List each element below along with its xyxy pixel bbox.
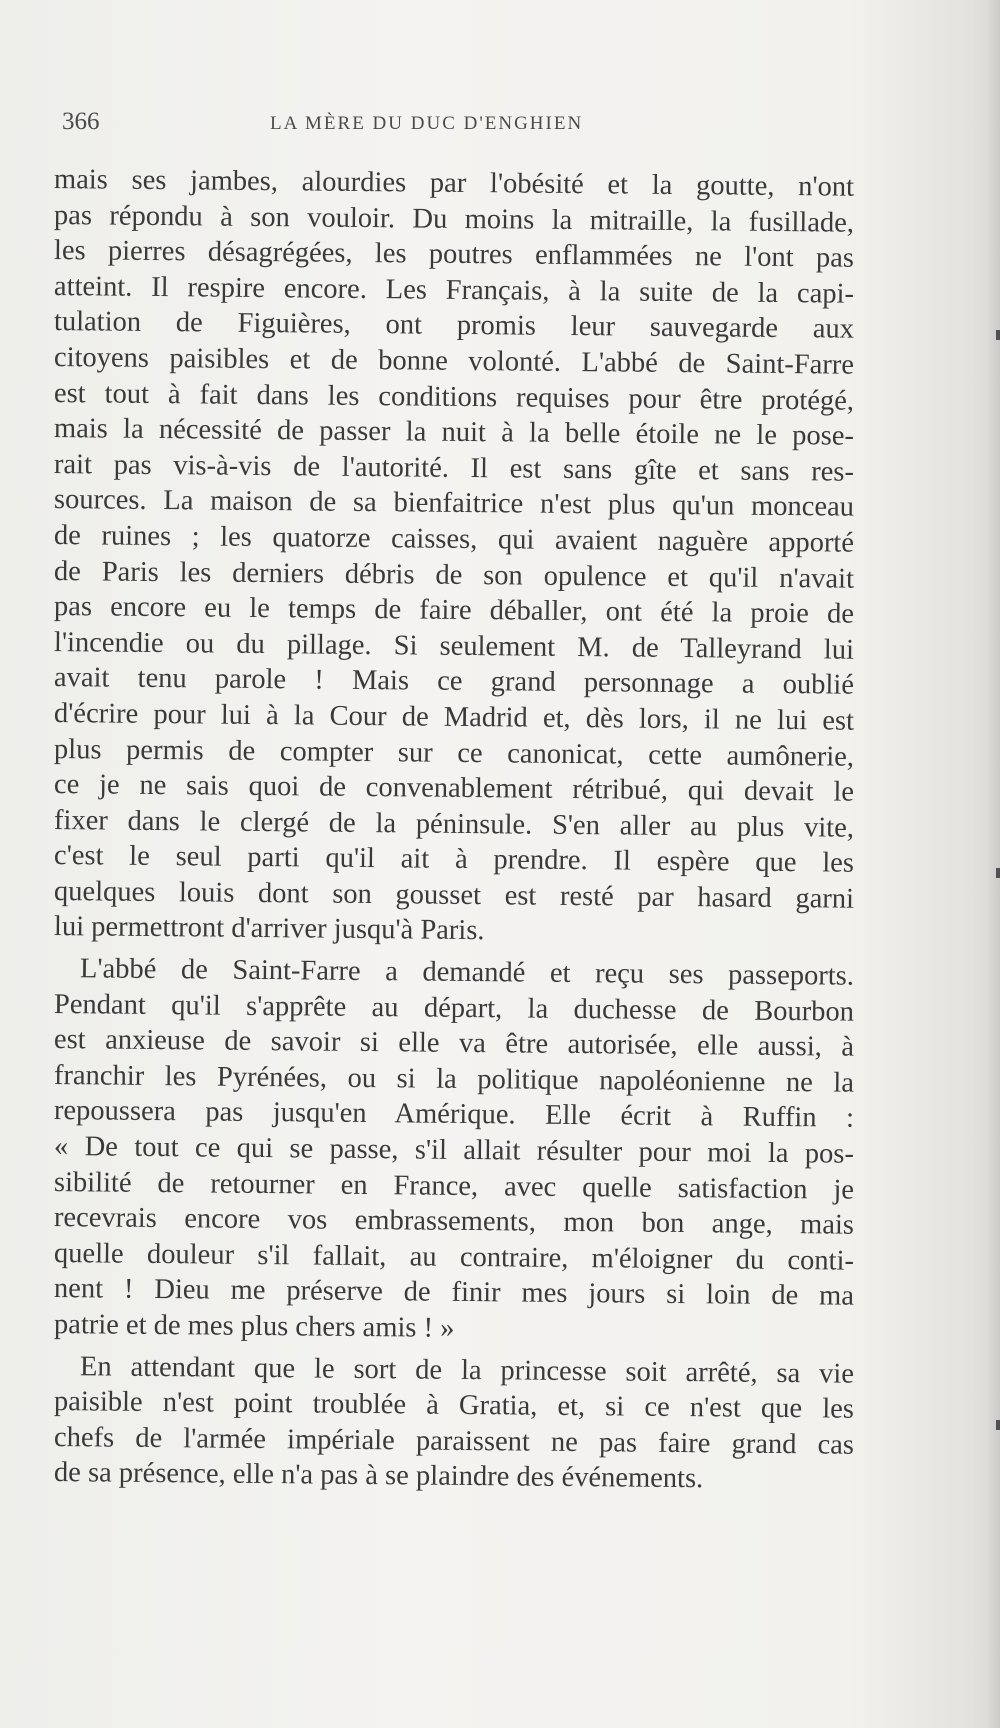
text-line: « De tout ce qui se passe, s'il allait résulter pour moi la pos- — [53, 1131, 855, 1170]
page-number: 366 — [62, 108, 100, 135]
text-line: l'incendie ou du pillage. Si seulement M. de Talleyrand lui — [53, 626, 855, 666]
text-line: franchir les Pyrénées, ou si la politique napoléonienne ne la — [53, 1059, 855, 1099]
text-line: de Paris les derniers débris de son opulence et qu'il n'avait — [53, 555, 855, 595]
page-edge-shadow — [986, 0, 1000, 1728]
text-line: mais la nécessité de passer la nuit à la belle étoile ne le pose- — [53, 413, 855, 452]
text-line: de ruines ; les quatorze caisses, qui avaient naguère apporté — [53, 519, 855, 559]
paragraph — [54, 162, 854, 945]
text-line: citoyens paisibles et de bonne volonté. L'abbé de Saint-Farre — [53, 341, 855, 381]
text-line: fixer dans le clergé de la péninsule. S'en aller au plus vite, — [53, 804, 855, 844]
paragraph — [54, 951, 854, 1343]
text-line: sibilité de retourner en France, avec quelle satisfaction je — [53, 1166, 855, 1206]
text-line: En attendant que le sort de la princesse soit arrêté, sa vie — [79, 1350, 855, 1390]
text-line: atteint. Il respire encore. Les Français, à la suite de la capi- — [53, 270, 855, 310]
running-title: LA MÈRE DU DUC D'ENGHIEN — [270, 113, 584, 134]
text-line: est anxieuse de savoir si elle va être autorisée, elle aussi, à — [53, 1024, 855, 1063]
text-line: de sa présence, elle n'a pas à se plaindre des événements. — [53, 1457, 704, 1495]
text-line: d'écrire pour lui à la Cour de Madrid et, dès lors, il ne lui est — [53, 697, 855, 737]
body-text — [53, 162, 855, 1495]
text-line: mais ses jambes, alourdies par l'obésité et la goutte, n'ont — [53, 164, 855, 203]
text-line: L'abbé de Saint-Farre a demandé et reçu ses passeports. — [79, 953, 855, 992]
text-line: tulation de Figuières, ont promis leur sauvegarde aux — [53, 306, 855, 346]
text-line: chefs de l'armée impériale paraissent ne pas faire grand cas — [53, 1421, 855, 1461]
text-line: quelques louis dont son gousset est resté par hasard garni — [53, 875, 855, 915]
text-line: sources. La maison de sa bienfaitrice n'est plus qu'un monceau — [53, 484, 855, 524]
text-line: plus permis de compter sur ce canonicat, cette aumônerie, — [53, 733, 855, 773]
text-line: pas répondu à son vouloir. Du moins la mitraille, la fusillade, — [53, 199, 855, 239]
text-line: paisible n'est point troublée à Gratia, et, si ce n'est que les — [53, 1386, 855, 1425]
text-line: nent ! Dieu me préserve de finir mes jours si loin de ma — [53, 1273, 855, 1313]
text-line: quelle douleur s'il fallait, au contraire, m'éloigner du conti- — [53, 1237, 855, 1277]
text-line: ce je ne sais quoi de convenablement rétribué, qui devait le — [53, 769, 855, 808]
text-line: patrie et de mes plus chers amis ! » — [53, 1309, 455, 1344]
page-header — [62, 108, 658, 142]
text-line: rait pas vis-à-vis de l'autorité. Il est sans gîte et sans res- — [53, 448, 855, 488]
text-line: est tout à fait dans les conditions requises pour être protégé, — [53, 377, 855, 417]
text-line: repoussera pas jusqu'en Amérique. Elle écrit à Ruffin : — [53, 1095, 855, 1135]
text-line: les pierres désagrégées, les poutres enflammées ne l'ont pas — [53, 235, 855, 274]
text-line: lui permettront d'arriver jusqu'à Paris. — [53, 911, 485, 947]
text-line: Pendant qu'il s'apprête au départ, la duchesse de Bourbon — [53, 988, 855, 1028]
text-line: recevrais encore vos embrassements, mon bon ange, mais — [53, 1202, 855, 1241]
text-line: pas encore eu le temps de faire déballer, ont été la proie de — [53, 591, 855, 630]
text-line: avait tenu parole ! Mais ce grand personnage a oublié — [53, 662, 855, 701]
paragraph — [53, 1349, 855, 1495]
text-line: c'est le seul parti qu'il ait à prendre. Il espère que les — [53, 840, 855, 879]
